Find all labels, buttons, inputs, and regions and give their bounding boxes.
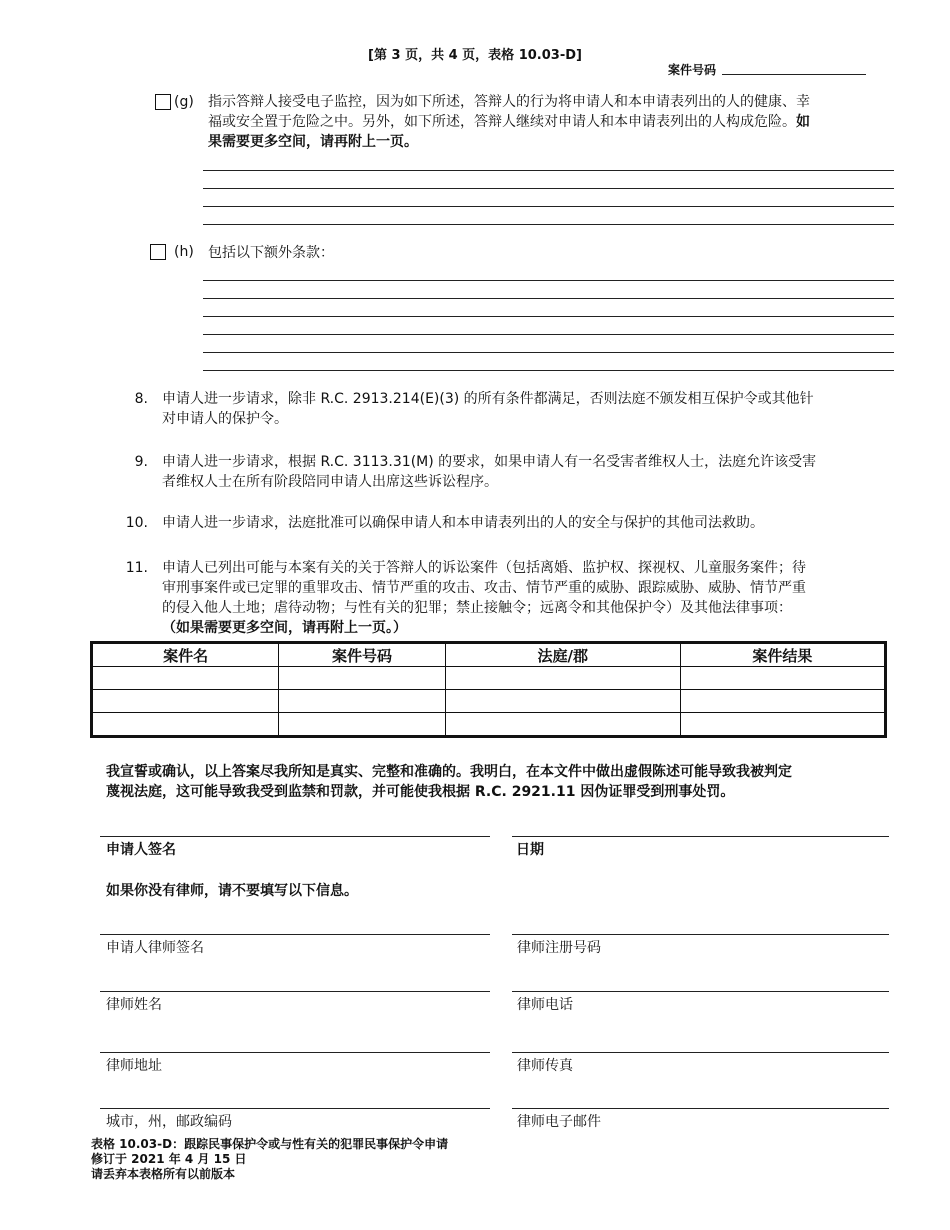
footer-discard-note: 请丢弃本表格所有以前版本 bbox=[91, 1167, 236, 1181]
item-h-fill-line[interactable] bbox=[203, 316, 894, 317]
no-attorney-note: 如果你没有律师，请不要填写以下信息。 bbox=[106, 883, 358, 899]
attorney-name-label: 律师姓名 bbox=[106, 997, 162, 1013]
city-state-zip-line[interactable] bbox=[100, 1108, 490, 1109]
city-state-zip-label: 城市，州，邮政编码 bbox=[106, 1114, 232, 1130]
item-h-text: 包括以下额外条款： bbox=[208, 245, 334, 261]
item-number: 8. bbox=[134, 391, 148, 407]
item-g-line3: 果需要更多空间，请再附上一页。 bbox=[208, 134, 418, 150]
footer bbox=[91, 1137, 448, 1182]
item-9-text: 申请人进一步请求，根据 R.C. 3113.31(M) 的要求，如果申请人有一名受害者维权人士，法庭允许该受害 者维权人士在所有阶段陪同申请人出席这些诉讼程序。 bbox=[162, 454, 817, 490]
attorney-phone-label: 律师电话 bbox=[517, 997, 573, 1013]
table-cell[interactable] bbox=[279, 667, 445, 690]
item-g-fill-line[interactable] bbox=[203, 224, 894, 225]
table-header-row bbox=[92, 643, 886, 667]
table-cell[interactable] bbox=[279, 690, 445, 713]
attorney-email-label: 律师电子邮件 bbox=[517, 1114, 601, 1130]
attorney-signature-line[interactable] bbox=[100, 934, 490, 935]
table-cell[interactable] bbox=[92, 690, 279, 713]
item-g-line1: 指示答辩人接受电子监控，因为如下所述，答辩人的行为将申请人和本申请表列出的人的健康、幸 bbox=[208, 94, 810, 110]
item-h-fill-line[interactable] bbox=[203, 334, 894, 335]
item-10-text: 申请人进一步请求，法庭批准可以确保申请人和本申请表列出的人的安全与保护的其他司法救助。 bbox=[162, 515, 764, 531]
item-g-label: (g) bbox=[174, 94, 194, 110]
table-cell[interactable] bbox=[92, 713, 279, 737]
item-number: 11. bbox=[125, 560, 148, 576]
item-g-fill-line[interactable] bbox=[203, 206, 894, 207]
attorney-email-line[interactable] bbox=[512, 1108, 889, 1109]
item-8-text: 申请人进一步请求，除非 R.C. 2913.214(E)(3) 的所有条件都满足，否则法庭不颁发相互保护令或其他针 对申请人的保护令。 bbox=[162, 391, 814, 427]
item-number: 10. bbox=[125, 515, 148, 531]
table-cell[interactable] bbox=[680, 713, 885, 737]
attorney-signature-label: 申请人律师签名 bbox=[106, 940, 204, 956]
petitioner-signature-label: 申请人签名 bbox=[106, 842, 176, 858]
item-g-line2: 福或安全置于危险之中。另外，如下所述，答辩人继续对申请人和本申请表列出的人构成危险。如 bbox=[208, 114, 810, 130]
footer-form-title: 表格 10.03-D：跟踪民事保护令或与性有关的犯罪民事保护令申请 bbox=[91, 1137, 449, 1151]
attorney-reg-number-line[interactable] bbox=[512, 934, 889, 935]
footer-revision-date: 修订于 2021 年 4 月 15 日 bbox=[91, 1152, 247, 1166]
column-header: 案件结果 bbox=[680, 643, 885, 667]
item-11-text: 申请人已列出可能与本案有关的关于答辩人的诉讼案件（包括离婚、监护权、探视权、儿童服务案件；待 审刑事案件或已定罪的重罪攻击、情节严重的攻击、攻击、情节严重的威胁、跟踪威胁、威胁、情节严重 的侵入他人土地；虐待动物；与性有关的犯罪；禁止接触令；远离令和其他保护令）及其他法律事项： （如果需要更多空间，请再附上一页。） bbox=[162, 560, 806, 636]
item-h-fill-line[interactable] bbox=[203, 370, 894, 371]
column-header: 法庭/郡 bbox=[445, 643, 680, 667]
item-number: 9. bbox=[134, 454, 148, 470]
table-row bbox=[92, 667, 886, 690]
item-g-fill-line[interactable] bbox=[203, 170, 894, 171]
item-h-fill-line[interactable] bbox=[203, 352, 894, 353]
table-cell[interactable] bbox=[92, 667, 279, 690]
attorney-fax-line[interactable] bbox=[512, 1052, 889, 1053]
attorney-phone-line[interactable] bbox=[512, 991, 889, 992]
oath-statement: 我宣誓或确认，以上答案尽我所知是真实、完整和准确的。我明白，在本文件中做出虚假陈述可能导致我被判定 蔑视法庭，这可能导致我受到监禁和罚款，并可能使我根据 R.C. 2921.11 因伪证罪受到刑事处罚。 bbox=[106, 764, 792, 800]
page-info: [第 3 页，共 4 页，表格 10.03-D] bbox=[368, 48, 582, 63]
checkbox-h[interactable] bbox=[150, 244, 166, 260]
attorney-address-line[interactable] bbox=[100, 1052, 490, 1053]
date-label: 日期 bbox=[516, 842, 544, 858]
petitioner-signature-line[interactable] bbox=[100, 836, 490, 837]
column-header: 案件号码 bbox=[279, 643, 445, 667]
table-cell[interactable] bbox=[445, 713, 680, 737]
table-cell[interactable] bbox=[680, 690, 885, 713]
table-cell[interactable] bbox=[279, 713, 445, 737]
item-g-text bbox=[208, 94, 898, 151]
attorney-name-line[interactable] bbox=[100, 991, 490, 992]
checkbox-g[interactable] bbox=[155, 94, 171, 110]
item-h-fill-line[interactable] bbox=[203, 280, 894, 281]
case-table bbox=[90, 641, 887, 738]
date-line[interactable] bbox=[512, 836, 889, 837]
attorney-fax-label: 律师传真 bbox=[517, 1058, 573, 1074]
table-cell[interactable] bbox=[445, 667, 680, 690]
table-cell[interactable] bbox=[445, 690, 680, 713]
table-row bbox=[92, 713, 886, 737]
column-header: 案件名 bbox=[92, 643, 279, 667]
attorney-address-label: 律师地址 bbox=[106, 1058, 162, 1074]
case-number-label: 案件号码 bbox=[668, 63, 717, 77]
item-h-label: (h) bbox=[174, 244, 194, 260]
table-cell[interactable] bbox=[680, 667, 885, 690]
item-h-fill-line[interactable] bbox=[203, 298, 894, 299]
table-row bbox=[92, 690, 886, 713]
attorney-reg-number-label: 律师注册号码 bbox=[517, 940, 601, 956]
case-number-field[interactable] bbox=[722, 74, 866, 75]
item-g-fill-line[interactable] bbox=[203, 188, 894, 189]
